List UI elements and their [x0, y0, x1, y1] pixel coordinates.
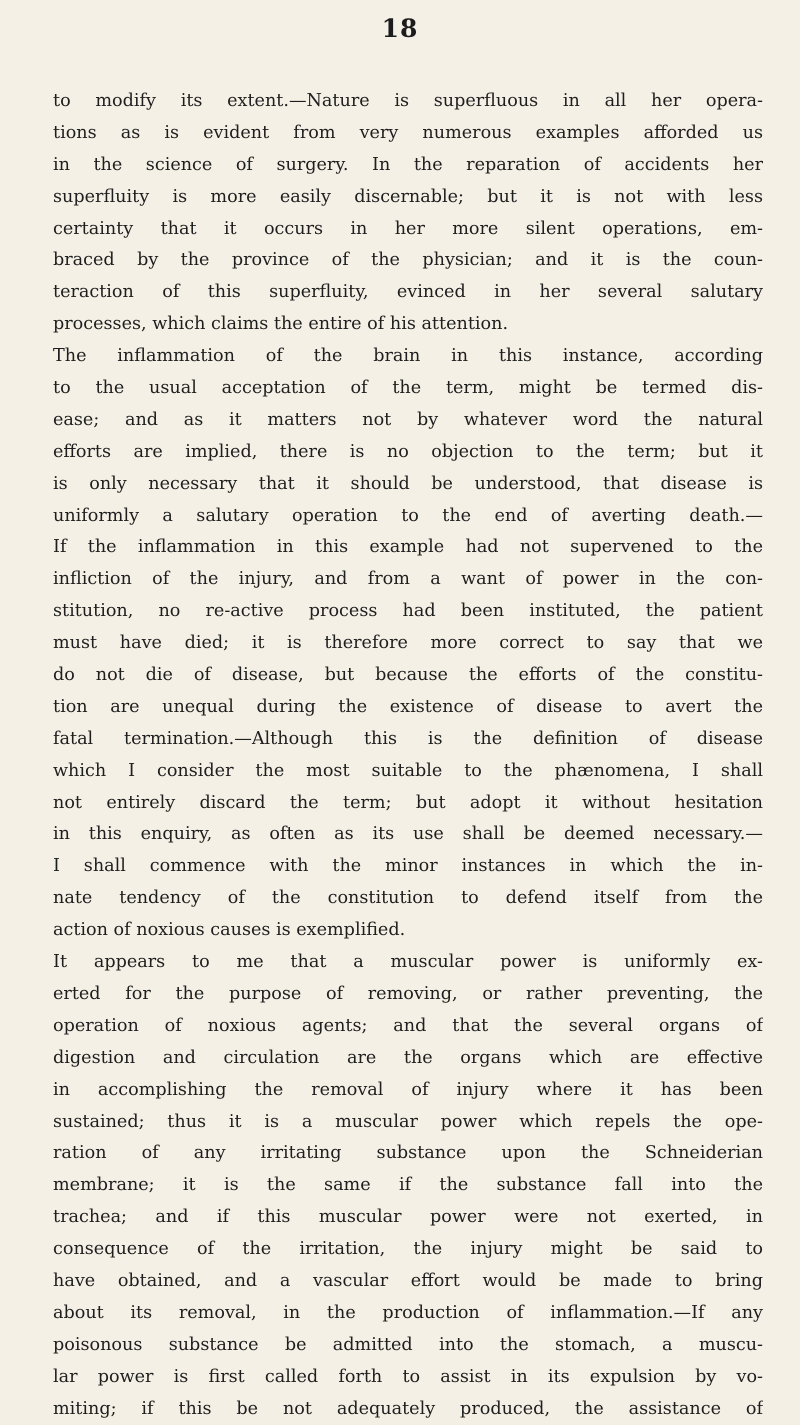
text-line: poisonous substance be admitted into the stomach, a muscu-: [53, 1334, 763, 1355]
text-line: sustained; thus it is a muscular power which repels the ope-: [53, 1111, 763, 1132]
text-line: infliction of the injury, and from a want of power in the con-: [53, 569, 763, 590]
text-line: I shall commence with the minor instances in which the in-: [53, 856, 763, 877]
text-line: tion are unequal during the existence of disease to avert the: [53, 696, 763, 717]
text-line: certainty that it occurs in her more silent operations, em-: [53, 218, 763, 239]
text-line: consequence of the irritation, the injury might be said to: [53, 1239, 763, 1260]
text-line: must have died; it is therefore more correct to say that we: [53, 633, 763, 654]
text-line: ease; and as it matters not by whatever word the natural: [53, 409, 763, 430]
text-line: lar power is first called forth to assist in its expulsion by vo-: [53, 1366, 763, 1387]
text-line: to the usual acceptation of the term, might be termed dis-: [53, 378, 763, 399]
text-line: not entirely discard the term; but adopt it without hesitation: [53, 792, 763, 813]
text-line: erted for the purpose of removing, or rather preventing, the: [53, 983, 763, 1004]
text-line: membrane; it is the same if the substance fall into the: [53, 1175, 763, 1196]
body-text: [53, 86, 763, 1425]
text-line: stitution, no re-active process had been instituted, the patient: [53, 601, 763, 622]
text-line: teraction of this superfluity, evinced in her several salutary: [53, 282, 763, 303]
text-line: If the inflammation in this example had not supervened to the: [53, 537, 763, 558]
text-line: in the science of surgery. In the reparation of accidents her: [53, 154, 763, 175]
text-line: superfluity is more easily discernable; but it is not with less: [53, 186, 763, 207]
text-line: action of noxious causes is exemplified.: [53, 920, 406, 941]
text-line: do not die of disease, but because the efforts of the constitu-: [53, 665, 763, 686]
text-line: to modify its extent.—Nature is superfluous in all her opera-: [53, 91, 763, 111]
text-line: trachea; and if this muscular power were not exerted, in: [53, 1207, 763, 1228]
text-line: ration of any irritating substance upon the Schneiderian: [53, 1143, 763, 1164]
text-line: tions as is evident from very numerous examples afforded us: [53, 122, 763, 143]
text-line: The inflammation of the brain in this instance, according: [53, 346, 763, 367]
page-number: 18: [381, 14, 419, 43]
text-line: uniformly a salutary operation to the end of averting death.—: [53, 505, 763, 526]
text-line: processes, which claims the entire of his attention.: [53, 314, 509, 335]
text-line: fatal termination.—Although this is the definition of disease: [53, 728, 763, 749]
text-line: in this enquiry, as often as its use shall be deemed necessary.—: [53, 824, 763, 845]
text-line: braced by the province of the physician; and it is the coun-: [53, 250, 763, 271]
text-line: have obtained, and a vascular effort would be made to bring: [53, 1270, 763, 1291]
text-line: efforts are implied, there is no objection to the term; but it: [53, 441, 763, 462]
text-line: operation of noxious agents; and that the several organs of: [53, 1015, 763, 1036]
text-line: about its removal, in the production of inflammation.—If any: [53, 1302, 763, 1323]
text-line: which I consider the most suitable to the phænomena, I shall: [53, 760, 763, 781]
text-line: nate tendency of the constitution to defend itself from the: [53, 888, 763, 909]
text-line: is only necessary that it should be understood, that disease is: [53, 473, 763, 494]
text-line: digestion and circulation are the organs which are effective: [53, 1047, 763, 1068]
text-line: miting; if this be not adequately produced, the assistance of: [53, 1398, 763, 1419]
text-line: in accomplishing the removal of injury where it has been: [53, 1079, 763, 1100]
text-line: It appears to me that a muscular power is uniformly ex-: [53, 952, 763, 973]
